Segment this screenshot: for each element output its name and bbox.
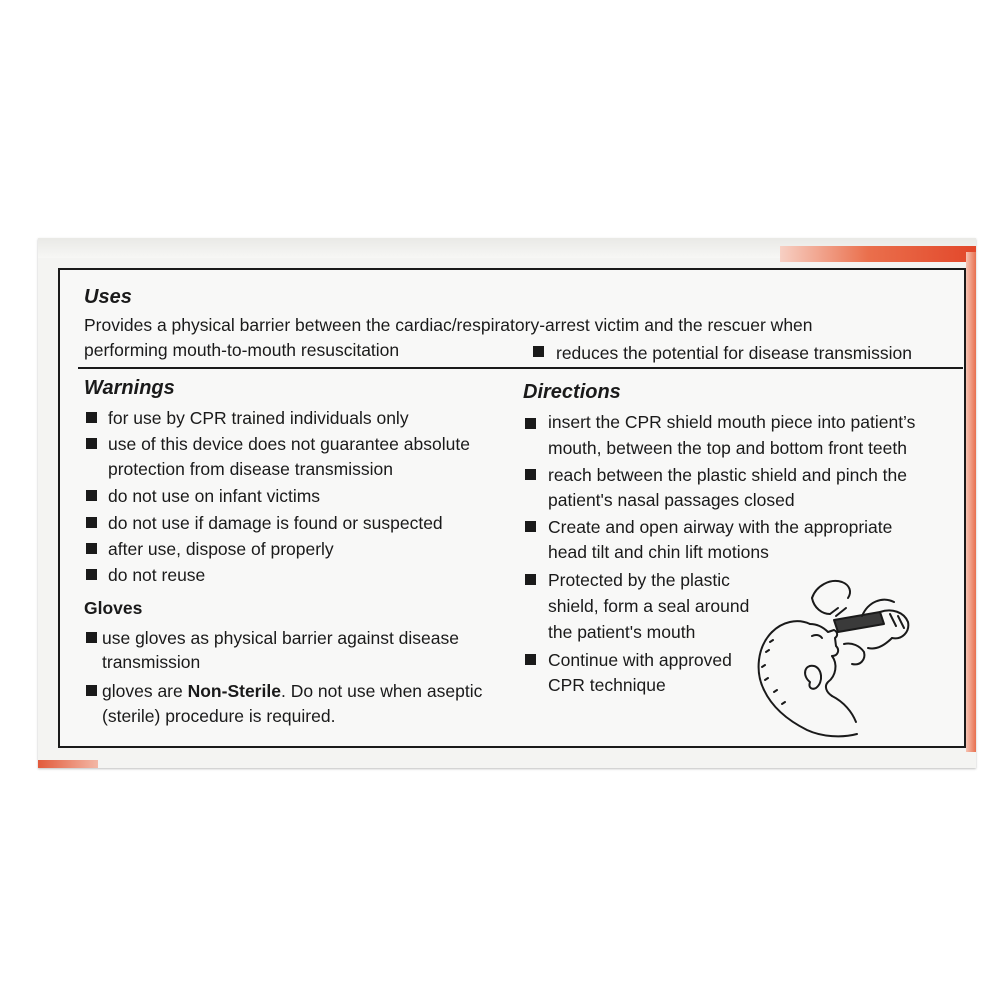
direction-item-cont: CPR technique <box>548 675 666 695</box>
bullet-square-icon <box>525 521 536 532</box>
bullet-square-icon <box>525 418 536 429</box>
uses-text-line2: performing mouth-to-mouth resuscitation <box>84 340 400 360</box>
direction-item-cont: mouth, between the top and bottom front teeth <box>548 438 907 458</box>
direction-item-cont: shield, form a seal around <box>548 596 750 616</box>
gloves-heading: Gloves <box>84 598 143 618</box>
cpr-face-shield-illustration-icon <box>752 572 917 742</box>
non-sterile-label: Non-Sterile <box>187 681 281 701</box>
red-corner-stripe <box>780 246 976 262</box>
red-side-stripe <box>966 252 976 752</box>
warning-item: do not use on infant victims <box>108 486 321 506</box>
direction-item: Protected by the plastic <box>548 570 730 590</box>
warnings-heading: Warnings <box>84 377 175 399</box>
gloves-item: use gloves as physical barrier against disease <box>102 628 459 648</box>
gloves-item-text: . Do not use when aseptic <box>280 681 483 701</box>
uses-heading: Uses <box>84 286 132 308</box>
direction-item: Create and open airway with the appropriate <box>548 517 893 537</box>
gloves-item-text: gloves are <box>102 681 188 701</box>
warning-item: use of this device does not guarantee absolute <box>108 434 470 454</box>
uses-bullet-text: reduces the potential for disease transmission <box>556 343 913 363</box>
gloves-item <box>102 679 482 703</box>
bullet-square-icon <box>525 469 536 480</box>
bullet-square-icon <box>86 685 97 696</box>
bullet-square-icon <box>533 346 544 357</box>
direction-item: Continue with approved <box>548 650 732 670</box>
section-divider <box>78 367 963 369</box>
gloves-item-cont: transmission <box>102 652 201 672</box>
bullet-square-icon <box>86 632 97 643</box>
bullet-square-icon <box>86 543 97 554</box>
direction-item-cont: the patient's mouth <box>548 622 696 642</box>
warning-item-cont: protection from disease transmission <box>108 459 393 479</box>
directions-heading: Directions <box>523 381 621 403</box>
bullet-square-icon <box>86 569 97 580</box>
uses-text-line1: Provides a physical barrier between the cardiac/respiratory-arrest victim and the rescuer when <box>84 315 813 335</box>
bullet-square-icon <box>525 654 536 665</box>
bullet-square-icon <box>86 412 97 423</box>
direction-item-cont: patient's nasal passages closed <box>548 490 795 510</box>
direction-item: reach between the plastic shield and pinch the <box>548 465 907 485</box>
warning-item: do not use if damage is found or suspected <box>108 513 443 533</box>
gloves-item-cont: (sterile) procedure is required. <box>102 706 336 726</box>
warning-item: do not reuse <box>108 565 206 585</box>
warning-item: after use, dispose of properly <box>108 539 334 559</box>
bullet-square-icon <box>86 517 97 528</box>
direction-item-cont: head tilt and chin lift motions <box>548 542 769 562</box>
direction-item: insert the CPR shield mouth piece into patient’s <box>548 412 916 432</box>
bullet-square-icon <box>86 490 97 501</box>
bullet-square-icon <box>525 574 536 585</box>
warning-item: for use by CPR trained individuals only <box>108 408 409 428</box>
red-bottom-stripe <box>38 760 98 768</box>
bullet-square-icon <box>86 438 97 449</box>
